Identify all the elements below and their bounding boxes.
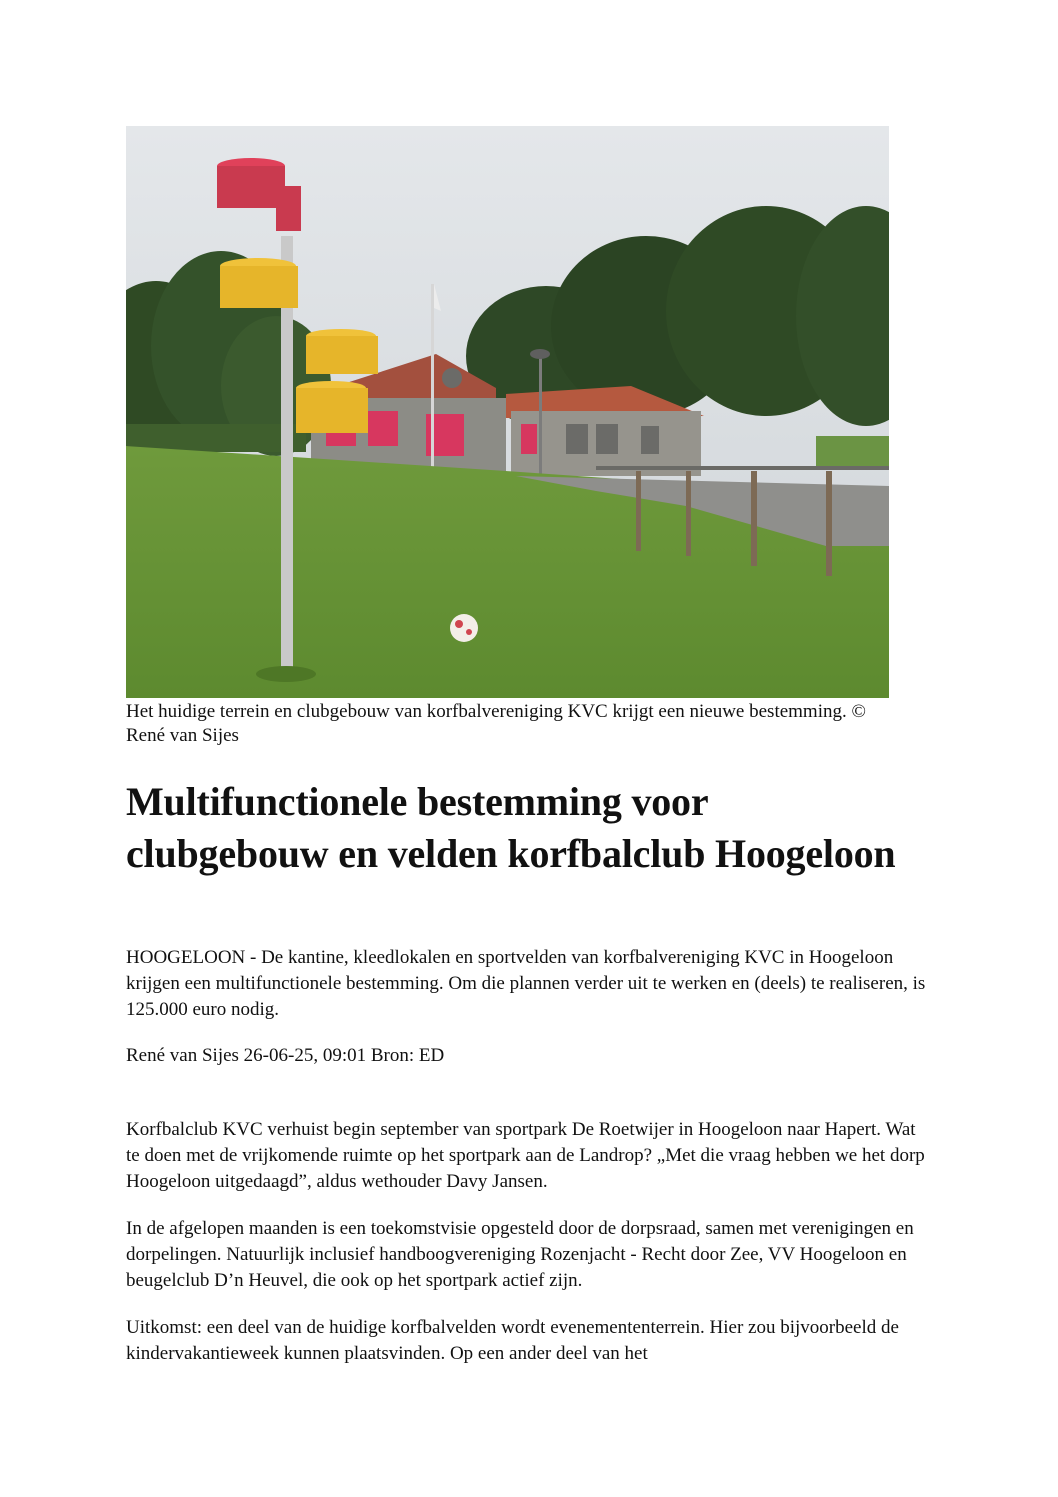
article-paragraph: Korfbalclub KVC verhuist begin september van sportpark De Roetwijer in Hoogeloon naar Hapert. Wat te doen met de vrijkomende ruimte op het sportpark aan de Landrop? „Met die vraag hebben we het dorp Hoogeloon uitgedaagd”, aldus wethouder Davy Jansen. (126, 1119, 925, 1192)
article-intro: HOOGELOON - De kantine, kleedlokalen en sportvelden van korfbalvereniging KVC in Hoogeloon krijgen een multifunctionele bestemming. Om die plannen verder uit te werken en (deels) te realiseren, is 125.000 euro nodig. (126, 947, 926, 1020)
article-paragraph: In de afgelopen maanden is een toekomstvisie opgesteld door de dorpsraad, samen met verenigingen en dorpelingen. Natuurlijk inclusief handboogvereniging Rozenjacht - Recht door Zee, VV Hoogeloon en beugelclub D’n Heuvel, die ook op het sportpark actief zijn. (126, 1218, 914, 1291)
korfball-field-photo (126, 126, 889, 698)
photo-caption: Het huidige terrein en clubgebouw van korfbalvereniging KVC krijgt een nieuwe bestemming. © René van Sijes (126, 701, 866, 746)
article-byline: René van Sijes 26-06-25, 09:01 Bron: ED (126, 1045, 445, 1066)
article-photo (126, 126, 889, 698)
article-paragraph: Uitkomst: een deel van de huidige korfbalvelden wordt evenemententerrein. Hier zou bijvoorbeeld de kindervakantieweek kunnen plaatsvinden. Op een ander deel van het (126, 1317, 899, 1364)
article-headline: Multifunctionele bestemming voor clubgebouw en velden korfbalclub Hoogeloon (126, 779, 896, 876)
